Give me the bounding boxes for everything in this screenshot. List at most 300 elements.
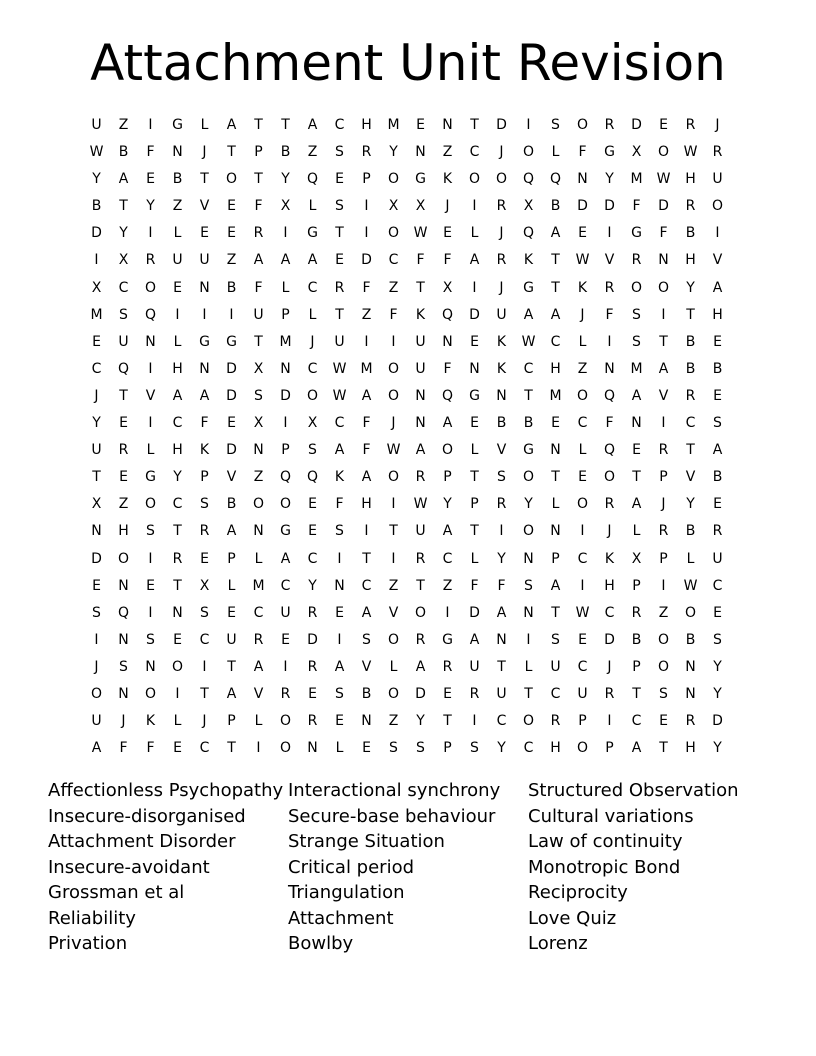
grid-letter: G [145,469,156,486]
grid-letter: G [307,225,318,242]
grid-letter: K [523,252,534,269]
word-list-item: Bowlby [288,933,354,954]
grid-letter: I [661,577,666,594]
grid-letter: A [712,279,723,296]
grid-letter: I [391,496,396,513]
grid-letter: S [200,604,209,621]
grid-letter: E [659,117,668,133]
grid-letter: I [445,604,450,621]
word-list-item: Law of continuity [528,831,683,852]
grid-letter: E [713,496,722,513]
grid-letter: R [604,117,615,133]
grid-letter: B [631,631,642,648]
grid-letter: G [469,387,480,404]
grid-letter: Z [172,198,183,215]
grid-letter: F [416,252,425,269]
grid-letter: S [335,523,344,540]
grid-letter: S [497,469,506,486]
grid-letter: S [335,685,344,702]
word-list-item: Attachment [288,907,394,929]
grid-letter: T [632,469,641,486]
grid-letter: U [91,117,102,133]
grid-letter: U [91,713,102,730]
grid-letter: Q [603,387,616,404]
grid-letter: O [414,604,427,621]
grid-letter: I [472,713,477,730]
grid-letter: C [577,415,588,432]
grid-letter: N [415,387,426,404]
grid-letter: N [118,577,129,594]
grid-letter: N [199,279,210,296]
grid-letter: O [387,171,400,188]
grid-letter: E [578,631,587,648]
grid-letter: B [685,225,696,242]
grid-letter: R [604,685,615,702]
grid-letter: O [117,550,130,567]
grid-letter: T [200,685,209,702]
grid-letter: R [685,713,696,730]
grid-letter: C [307,550,318,567]
grid-letter: E [173,740,182,757]
grid-letter: D [226,360,237,377]
letter-grid [83,112,731,762]
grid-letter: T [686,306,695,323]
grid-letter: C [91,360,102,377]
grid-letter: K [442,171,453,188]
grid-letter: A [253,252,264,269]
grid-letter: K [577,279,588,296]
grid-letter: Z [388,279,399,296]
grid-letter: B [523,415,534,432]
grid-letter: F [146,144,155,161]
grid-letter: U [550,658,561,675]
grid-letter: E [416,117,425,133]
grid-letter: Z [577,360,588,377]
grid-letter: D [577,198,588,215]
grid-letter: D [307,631,318,648]
grid-letter: A [550,306,561,323]
grid-letter: I [607,713,612,730]
grid-letter: S [632,333,641,350]
grid-letter: L [551,144,560,161]
grid-letter: C [523,740,534,757]
grid-letter: Y [281,171,290,188]
grid-letter: T [362,550,371,567]
grid-letter: L [470,550,479,567]
grid-letter: J [121,713,126,730]
grid-letter: Z [253,469,264,486]
grid-letter: S [713,415,722,432]
grid-letter: L [389,658,398,675]
grid-letter: T [389,523,398,540]
grid-letter: A [226,685,237,702]
grid-letter: B [496,415,507,432]
grid-letter: Q [441,306,454,323]
grid-letter: R [685,387,696,404]
grid-letter: U [415,333,426,350]
grid-letter: N [172,604,183,621]
grid-letter: U [415,360,426,377]
grid-letter: A [334,442,345,459]
grid-letter: O [144,496,157,513]
grid-letter: L [470,225,479,242]
grid-letter: O [144,685,157,702]
grid-letter: N [442,117,453,133]
grid-letter: P [281,442,290,459]
grid-letter: K [334,469,345,486]
grid-letter: J [607,523,612,540]
grid-letter: I [202,658,207,675]
grid-letter: T [470,523,479,540]
grid-letter: R [307,658,318,675]
grid-letter: R [550,713,561,730]
grid-letter: I [472,279,477,296]
grid-letter: Y [713,740,722,757]
grid-letter: S [335,144,344,161]
grid-letter: Y [92,415,101,432]
grid-letter: T [686,442,695,459]
grid-letter: N [280,360,291,377]
grid-letter: H [172,360,183,377]
grid-letter: N [91,523,102,540]
word-list-item: Structured Observation [528,780,739,801]
grid-letter: Z [361,306,372,323]
grid-letter: P [281,306,290,323]
grid-letter: F [362,442,371,459]
grid-letter: A [523,306,534,323]
grid-letter: T [659,740,668,757]
grid-letter: R [712,144,723,161]
grid-letter: N [361,713,372,730]
grid-letter: T [659,333,668,350]
grid-letter: S [551,631,560,648]
grid-letter: J [310,333,315,350]
grid-letter: P [578,713,587,730]
grid-letter: M [252,577,265,594]
grid-letter: V [145,387,156,404]
grid-letter: G [172,117,183,133]
grid-letter: C [199,740,210,757]
grid-letter: T [227,740,236,757]
grid-letter: I [337,631,342,648]
grid-letter: T [524,685,533,702]
grid-letter: E [578,225,587,242]
grid-letter: C [469,144,480,161]
grid-letter: H [361,117,372,133]
word-list-item: Love Quiz [528,907,617,929]
grid-letter: X [91,496,102,513]
grid-letter: L [470,442,479,459]
grid-letter: R [253,631,264,648]
grid-letter: S [335,198,344,215]
grid-letter: J [391,415,396,432]
word-list [48,778,768,957]
grid-letter: X [388,198,399,215]
grid-letter: O [306,387,319,404]
grid-letter: E [281,631,290,648]
grid-letter: R [307,713,318,730]
grid-letter: J [94,387,99,404]
grid-letter: S [254,387,263,404]
grid-letter: T [470,469,479,486]
grid-letter: R [496,198,507,215]
grid-letter: E [713,604,722,621]
grid-letter: A [91,740,102,757]
grid-letter: G [523,279,534,296]
grid-letter: L [524,658,533,675]
grid-letter: S [389,740,398,757]
grid-letter: A [550,577,561,594]
grid-letter: T [227,144,236,161]
grid-letter: B [226,496,237,513]
grid-letter: P [227,713,236,730]
grid-letter: W [575,252,590,269]
grid-letter: S [632,306,641,323]
grid-letter: B [361,685,372,702]
grid-letter: Q [603,442,616,459]
grid-letter: V [388,604,399,621]
grid-letter: A [361,469,372,486]
grid-letter: G [604,144,615,161]
grid-letter: O [279,740,292,757]
grid-letter: N [172,144,183,161]
grid-letter: B [280,144,291,161]
grid-letter: C [388,252,399,269]
grid-letter: N [442,333,453,350]
grid-letter: S [200,496,209,513]
grid-letter: A [415,658,426,675]
grid-letter: N [469,360,480,377]
grid-letter: E [227,604,236,621]
grid-letter: T [443,713,452,730]
word-list-item: Insecure-disorganised [48,805,246,827]
grid-letter: E [443,685,452,702]
grid-letter: C [307,279,318,296]
grid-letter: Z [658,604,669,621]
grid-letter: A [442,523,453,540]
grid-letter: X [91,279,102,296]
grid-letter: N [604,360,615,377]
grid-letter: P [659,550,668,567]
grid-letter: L [578,442,587,459]
grid-letter: W [683,577,698,594]
grid-letter: E [173,631,182,648]
grid-letter: R [118,442,129,459]
grid-letter: Q [279,469,292,486]
grid-letter: A [307,252,318,269]
grid-letter: B [91,198,102,215]
grid-letter: C [172,496,183,513]
grid-letter: L [254,550,263,567]
grid-letter: Z [307,144,318,161]
grid-letter: B [685,523,696,540]
word-list-item: Grossman et al [48,882,185,903]
word-list-item: Cultural variations [528,805,694,827]
grid-letter: I [526,117,531,133]
grid-letter: I [148,604,153,621]
grid-letter: N [253,523,264,540]
grid-letter: Y [686,279,695,296]
grid-letter: O [657,279,670,296]
grid-letter: J [499,279,504,296]
grid-letter: E [335,604,344,621]
grid-letter: R [712,523,723,540]
grid-letter: L [173,225,182,242]
grid-letter: Q [117,604,130,621]
grid-letter: N [496,631,507,648]
grid-letter: O [144,279,157,296]
grid-letter: N [550,523,561,540]
grid-letter: N [631,415,642,432]
grid-letter: K [604,550,615,567]
grid-letter: Y [524,496,533,513]
grid-letter: O [522,523,535,540]
grid-letter: V [361,658,372,675]
grid-letter: N [496,387,507,404]
grid-letter: W [413,225,428,242]
grid-letter: I [337,550,342,567]
grid-letter: Y [605,171,614,188]
grid-letter: C [550,685,561,702]
grid-letter: A [631,740,642,757]
grid-letter: U [172,252,183,269]
grid-letter: P [605,740,614,757]
grid-letter: N [118,631,129,648]
grid-letter: W [332,360,347,377]
grid-letter: Y [146,198,155,215]
grid-letter: R [253,225,264,242]
grid-letter: W [386,442,401,459]
grid-letter: O [576,387,589,404]
grid-letter: C [253,604,264,621]
grid-letter: F [443,360,452,377]
grid-letter: V [685,469,696,486]
grid-letter: C [307,360,318,377]
grid-letter: P [200,469,209,486]
grid-letter: I [391,333,396,350]
grid-letter: U [253,306,264,323]
grid-letter: X [631,144,642,161]
grid-letter: A [361,387,372,404]
word-list-item: Attachment Disorder [48,831,236,852]
grid-letter: D [280,387,291,404]
grid-letter: I [229,306,234,323]
grid-letter: C [361,577,372,594]
grid-letter: A [496,604,507,621]
grid-letter: Y [416,713,425,730]
grid-letter: I [607,225,612,242]
grid-letter: S [119,658,128,675]
grid-letter: A [550,225,561,242]
grid-letter: F [362,415,371,432]
grid-letter: R [658,523,669,540]
grid-letter: L [254,713,263,730]
grid-letter: R [361,144,372,161]
grid-letter: K [415,306,426,323]
grid-letter: T [119,387,128,404]
grid-letter: T [173,577,182,594]
grid-letter: H [685,740,696,757]
grid-letter: I [715,225,720,242]
grid-letter: O [603,469,616,486]
grid-letter: X [415,198,426,215]
grid-letter: A [631,387,642,404]
grid-letter: J [607,658,612,675]
grid-letter: M [90,306,103,323]
grid-letter: E [200,225,209,242]
grid-letter: H [550,740,561,757]
grid-letter: B [550,198,561,215]
grid-letter: N [307,740,318,757]
grid-letter: Y [119,225,128,242]
grid-letter: O [657,658,670,675]
grid-letter: W [89,144,104,161]
grid-letter: A [631,496,642,513]
grid-letter: I [661,415,666,432]
grid-letter: O [576,740,589,757]
grid-letter: N [145,658,156,675]
grid-letter: Y [497,550,506,567]
grid-letter: V [712,252,723,269]
grid-letter: I [148,225,153,242]
grid-letter: R [145,252,156,269]
grid-letter: T [497,658,506,675]
grid-letter: E [443,225,452,242]
grid-letter: O [171,658,184,675]
grid-letter: U [118,333,129,350]
grid-letter: C [334,117,345,133]
grid-letter: E [227,415,236,432]
grid-letter: S [92,604,101,621]
grid-letter: A [280,252,291,269]
grid-letter: E [470,415,479,432]
grid-letter: C [577,550,588,567]
grid-letter: T [119,198,128,215]
grid-letter: T [227,658,236,675]
grid-letter: U [496,685,507,702]
grid-letter: N [523,604,534,621]
grid-letter: E [335,171,344,188]
grid-letter: V [604,252,615,269]
grid-letter: C [280,577,291,594]
grid-letter: F [605,415,614,432]
grid-letter: L [173,333,182,350]
grid-letter: X [280,198,291,215]
grid-letter: Q [522,171,535,188]
grid-letter: D [226,442,237,459]
grid-letter: T [416,577,425,594]
grid-letter: T [551,469,560,486]
grid-letter: S [308,442,317,459]
grid-letter: E [119,415,128,432]
grid-letter: F [335,496,344,513]
grid-letter: H [550,360,561,377]
grid-letter: O [495,171,508,188]
grid-letter: A [118,171,129,188]
grid-letter: N [523,550,534,567]
grid-letter: Z [118,117,129,133]
grid-letter: X [523,198,534,215]
grid-letter: M [549,387,562,404]
grid-letter: A [712,442,723,459]
grid-letter: O [387,469,400,486]
grid-letter: Z [442,577,453,594]
grid-letter: F [470,577,479,594]
grid-letter: F [605,306,614,323]
grid-letter: W [575,604,590,621]
grid-letter: S [470,740,479,757]
grid-letter: L [227,577,236,594]
